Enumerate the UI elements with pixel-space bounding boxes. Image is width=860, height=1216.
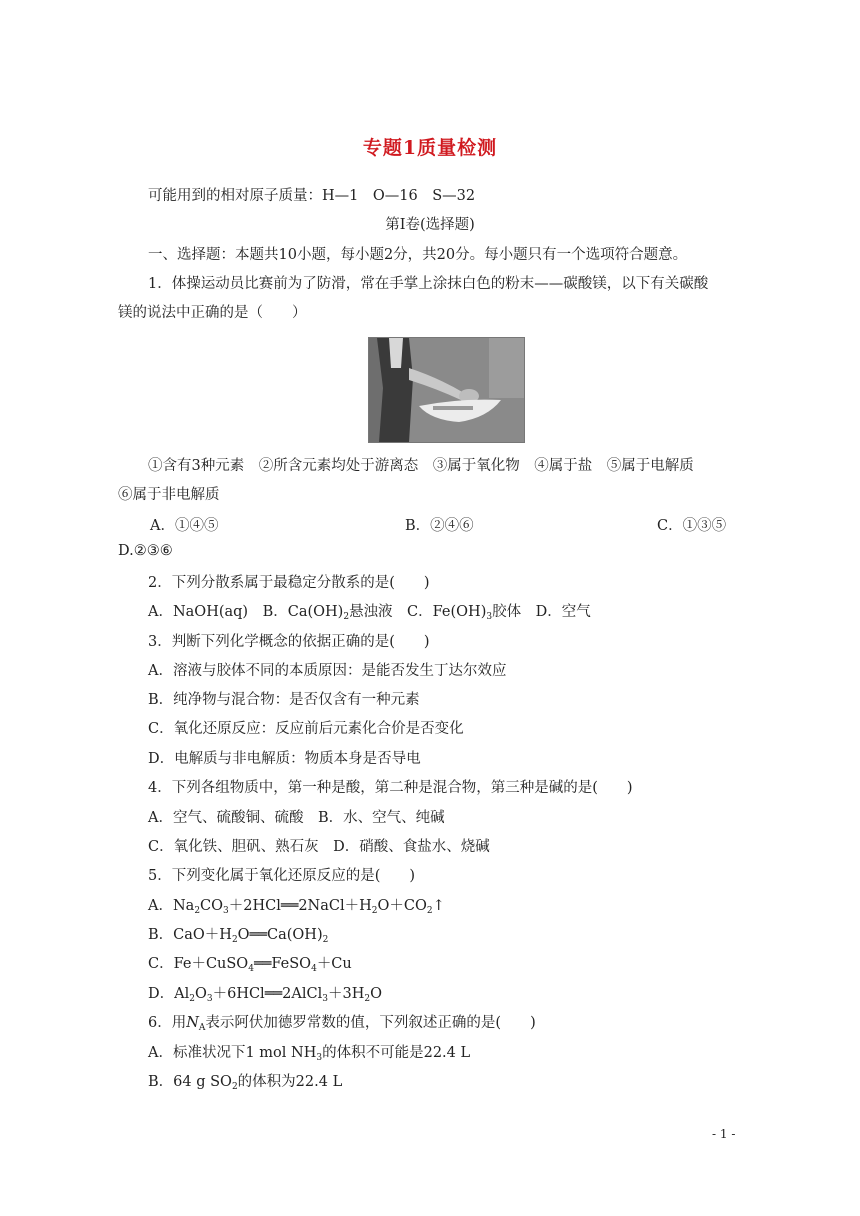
section-intro: 一、选择题：本题共10小题，每小题2分，共20分。每小题只有一个选项符合题意。 — [148, 247, 688, 263]
q5-option-b: B．$CaO+H_2O══Ca(OH)_2$ — [148, 927, 329, 945]
atomic-masses: 可能用到的相对原子质量：H—1 O—16 S—32 — [148, 188, 476, 204]
q4-options-ab: A．空气、硫酸铜、硫酸 B．水、空气、纯碱 — [148, 810, 445, 826]
q1-option-b: B．②④⑥ — [405, 518, 474, 534]
q1-statements-line1: ①含有3种元素 ②所含元素均处于游离态 ③属于氧化物 ④属于盐 ⑤属于电解质 — [148, 458, 694, 474]
q4-stem: 4．下列各组物质中，第一种是酸，第二种是混合物，第三种是碱的是( ) — [148, 780, 633, 796]
q6-option-b: B．64 g $SO_2$的体积为22.4 L — [148, 1074, 343, 1092]
page-title: 专题1质量检测 — [362, 137, 498, 159]
q6-option-a: A．标准状况下1 mol $NH_3$的体积不可能是22.4 L — [148, 1045, 471, 1063]
q5-stem: 5．下列变化属于氧化还原反应的是( ) — [148, 868, 416, 884]
q4-options-cd: C．氧化铁、胆矾、熟石灰 D．硝酸、食盐水、烧碱 — [148, 839, 490, 855]
q1-statements-line2: ⑥属于非电解质 — [118, 487, 220, 503]
q2-options: A．NaOH(aq) B．$Ca(OH)_2$悬浊液 C．$Fe(OH)_3$胶体 D．空气 — [148, 604, 591, 622]
q6-stem: 6．用$N_A$表示阿伏加德罗常数的值，下列叙述正确的是( ) — [148, 1015, 536, 1033]
part-heading: 第Ⅰ卷(选择题) — [385, 217, 475, 233]
gymnast-photo — [368, 337, 525, 443]
q3-option-d: D．电解质与非电解质：物质本身是否导电 — [148, 751, 421, 767]
q1-option-c: C．①③⑤ — [657, 518, 727, 534]
q1-stem-line1: 1．体操运动员比赛前为了防滑，常在手掌上涂抹白色的粉末——碳酸镁，以下有关碳酸 — [148, 276, 709, 292]
q5-option-c: C．Fe＋CuSO$_4$══FeSO$_4$＋Cu — [148, 956, 352, 974]
q3-option-a: A．溶液与胶体不同的本质原因：是能否发生丁达尔效应 — [148, 663, 507, 679]
q2-stem: 2．下列分散系属于最稳定分散系的是( ) — [148, 575, 430, 591]
q1-option-a: A．①④⑤ — [150, 518, 219, 534]
q5-option-d: D．$Al_2O_3+6HCl══2AlCl_3+3H_2O$ — [148, 986, 382, 1004]
q1-option-d: D.②③⑥ — [118, 543, 173, 559]
q3-option-c: C．氧化还原反应：反应前后元素化合价是否变化 — [148, 721, 464, 737]
q1-stem-line2: 镁的说法中正确的是（ ） — [118, 305, 307, 321]
q3-stem: 3．判断下列化学概念的依据正确的是( ) — [148, 634, 430, 650]
page-number: - 1 - — [712, 1127, 736, 1141]
q5-option-a: A．$Na_2CO_3+2HCl══2NaCl+H_2O+CO_2↑$ — [148, 898, 445, 916]
q3-option-b: B．纯净物与混合物：是否仅含有一种元素 — [148, 692, 420, 708]
